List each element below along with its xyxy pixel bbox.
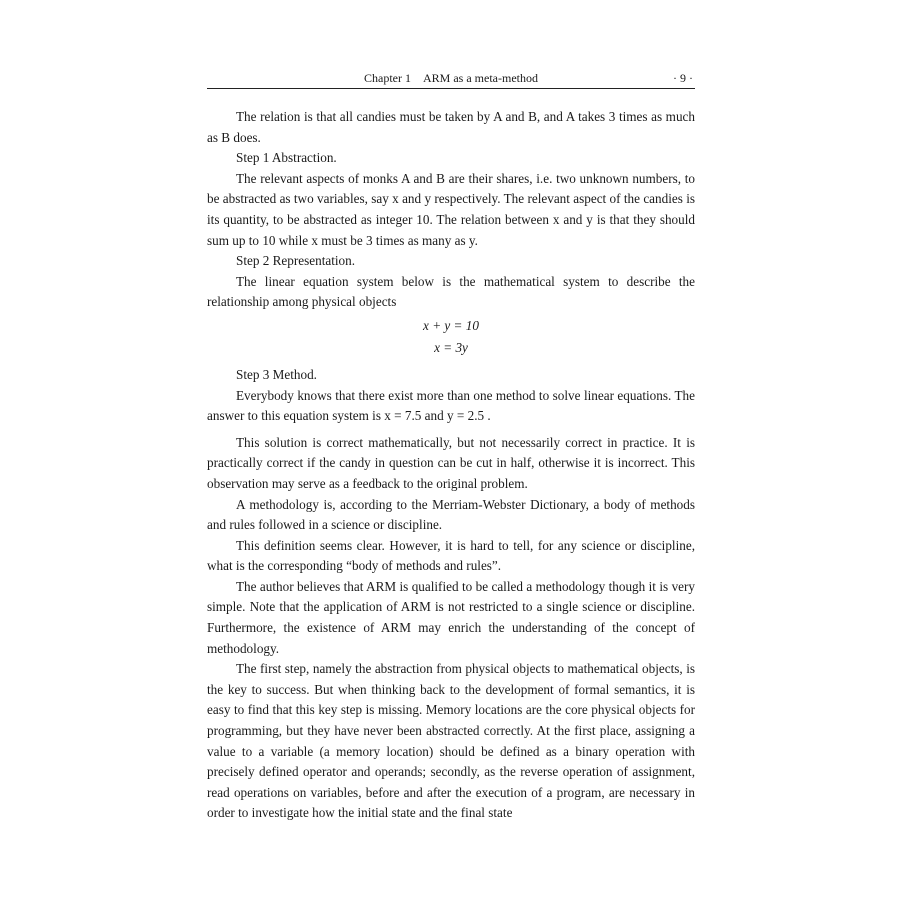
paragraph: This definition seems clear. However, it is hard to tell, for any science or discipline, what is the corresponding “body of methods and rules”. — [207, 537, 695, 574]
paragraph: The author believes that ARM is qualified to be called a methodology though it is very simple. Note that the application of ARM is not restricted to a single science or discipline. Furthermore, the existence of ARM may enrich the understanding of the concept of methodology. — [207, 578, 695, 656]
paragraph: A methodology is, according to the Merriam-Webster Dictionary, a body of methods and rules followed in a science or discipline. — [207, 496, 695, 533]
paragraph: The linear equation system below is the mathematical system to describe the relationship among physical objects — [207, 273, 695, 310]
equation-system — [207, 315, 695, 359]
body-text — [207, 107, 695, 824]
equation: x + y = 10 — [423, 317, 479, 333]
paragraph: This solution is correct mathematically, but not necessarily correct in practice. It is practically correct if the candy in question can be cut in half, otherwise it is incorrect. This observation may serve as a feedback to the original problem. — [207, 434, 695, 491]
paragraph: The relation is that all candies must be taken by A and B, and A takes 3 times as much as B does. — [207, 109, 695, 145]
step-heading: Step 2 Representation. — [236, 253, 356, 269]
step-heading: Step 1 Abstraction. — [236, 150, 337, 166]
paragraph: The first step, namely the abstraction from physical objects to mathematical objects, is the key to success. But when thinking back to the development of formal semantics, it is easy to find that this key step is missing. Memory locations are the core physical objects for programming, but they have never been abstracted correctly. At the first place, assigning a value to a variable (a memory location) should be defined as a binary operation with precisely defined operator and operands; secondly, as the reverse operation of assignment, read operations on variables, before and after the execution of a program, are necessary in order to investigate how the initial state and the final state — [207, 661, 695, 821]
equation: x = 3y — [434, 339, 468, 355]
chapter-title: Chapter 1 ARM as a meta-method — [364, 71, 538, 85]
running-header — [207, 66, 695, 89]
book-page — [207, 66, 695, 824]
page-number: · 9 · — [673, 71, 693, 85]
paragraph: Everybody knows that there exist more than one method to solve linear equations. The answer to this equation system is x = 7.5 and y = 2.5 . — [207, 387, 695, 424]
paragraph: The relevant aspects of monks A and B are their shares, i.e. two unknown numbers, to be abstracted as two variables, say x and y respectively. The relevant aspect of the candies is its quantity, to be abstracted as integer 10. The relation between x and y is that they should sum up to 10 while x must be 3 times as many as y. — [207, 170, 695, 248]
step-heading: Step 3 Method. — [236, 366, 317, 382]
